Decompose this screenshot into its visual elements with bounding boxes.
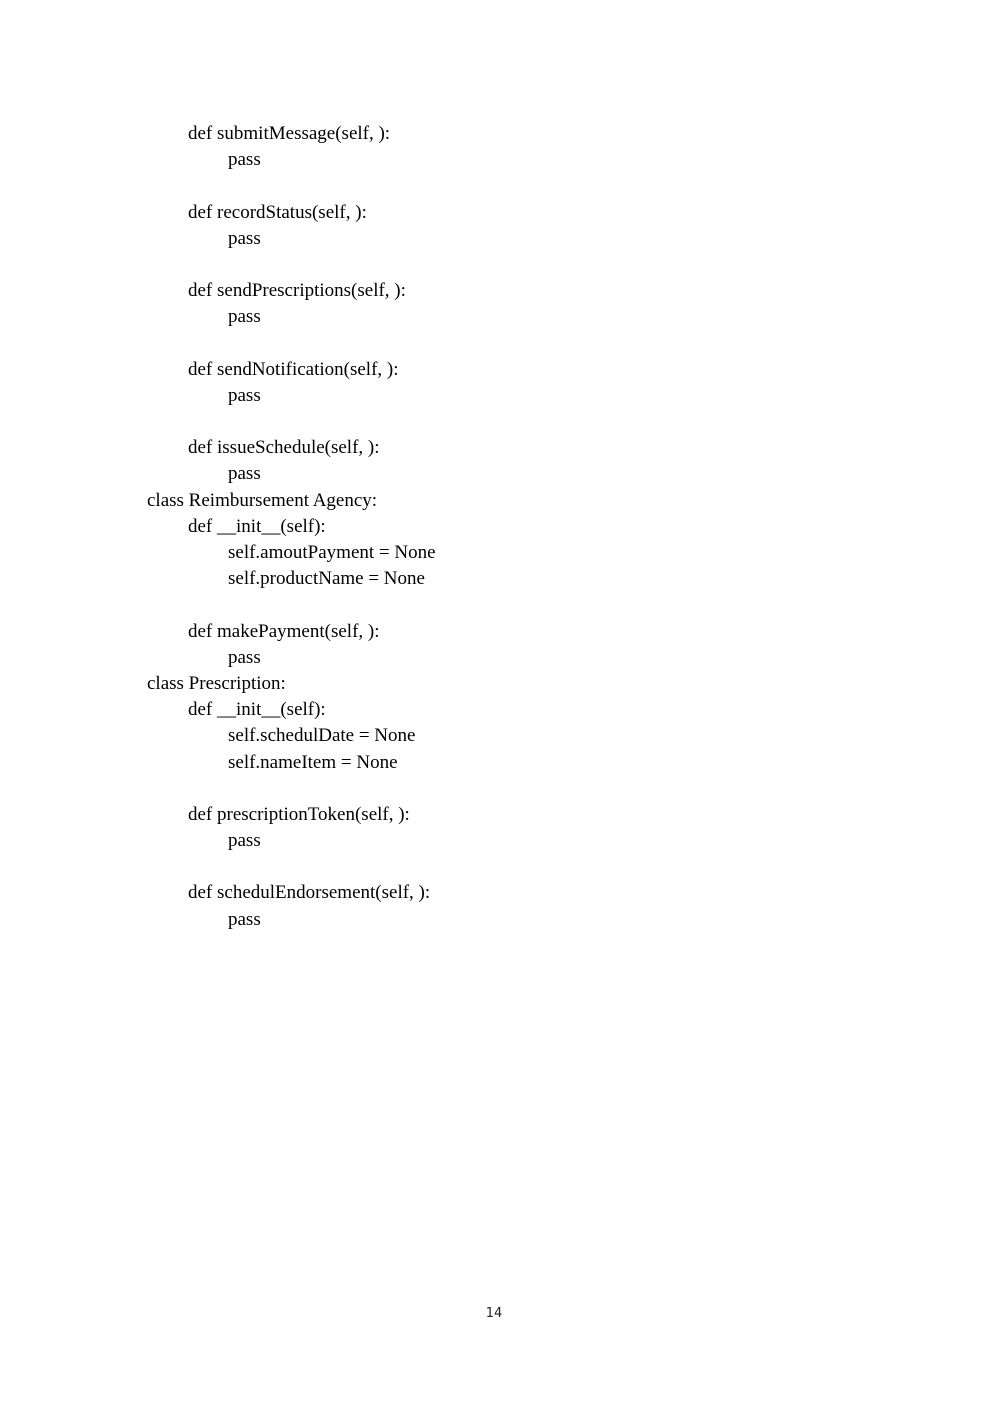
code-line: class Prescription: <box>147 672 286 694</box>
code-line: pass <box>228 227 261 249</box>
code-line: def sendPrescriptions(self, ): <box>188 280 406 302</box>
code-line: def schedulEndorsement(self, ): <box>188 882 431 904</box>
code-line: def sendNotification(self, ): <box>188 358 399 380</box>
code-line: self.schedulDate = None <box>228 725 416 747</box>
code-line: pass <box>228 830 261 852</box>
code-line: def submitMessage(self, ): <box>188 123 391 144</box>
blank-line <box>0 592 988 618</box>
blank-line <box>0 409 988 435</box>
code-line: def prescriptionToken(self, ): <box>188 803 410 825</box>
code-line: def recordStatus(self, ): <box>188 201 367 223</box>
code-line: class Reimbursement Agency: <box>147 489 378 511</box>
code-line: def __init__(self): <box>188 699 326 721</box>
blank-line <box>0 252 988 278</box>
code-line: pass <box>228 646 261 668</box>
blank-line <box>0 776 988 802</box>
blank-line <box>0 854 988 880</box>
code-line: self.productName = None <box>228 568 425 590</box>
code-line: self.nameItem = None <box>228 751 398 773</box>
code-listing <box>0 121 988 933</box>
page-number: 14 <box>485 1306 503 1321</box>
code-line: def __init__(self): <box>188 515 326 537</box>
code-line: def makePayment(self, ): <box>188 620 380 642</box>
code-line: pass <box>228 384 261 406</box>
code-line: self.amoutPayment = None <box>228 542 436 563</box>
code-line: def issueSchedule(self, ): <box>188 437 380 459</box>
blank-line <box>0 331 988 357</box>
code-line: pass <box>228 149 261 171</box>
blank-line <box>0 173 988 199</box>
code-line: pass <box>228 463 261 485</box>
code-line: pass <box>228 908 261 930</box>
code-line: pass <box>228 306 261 328</box>
